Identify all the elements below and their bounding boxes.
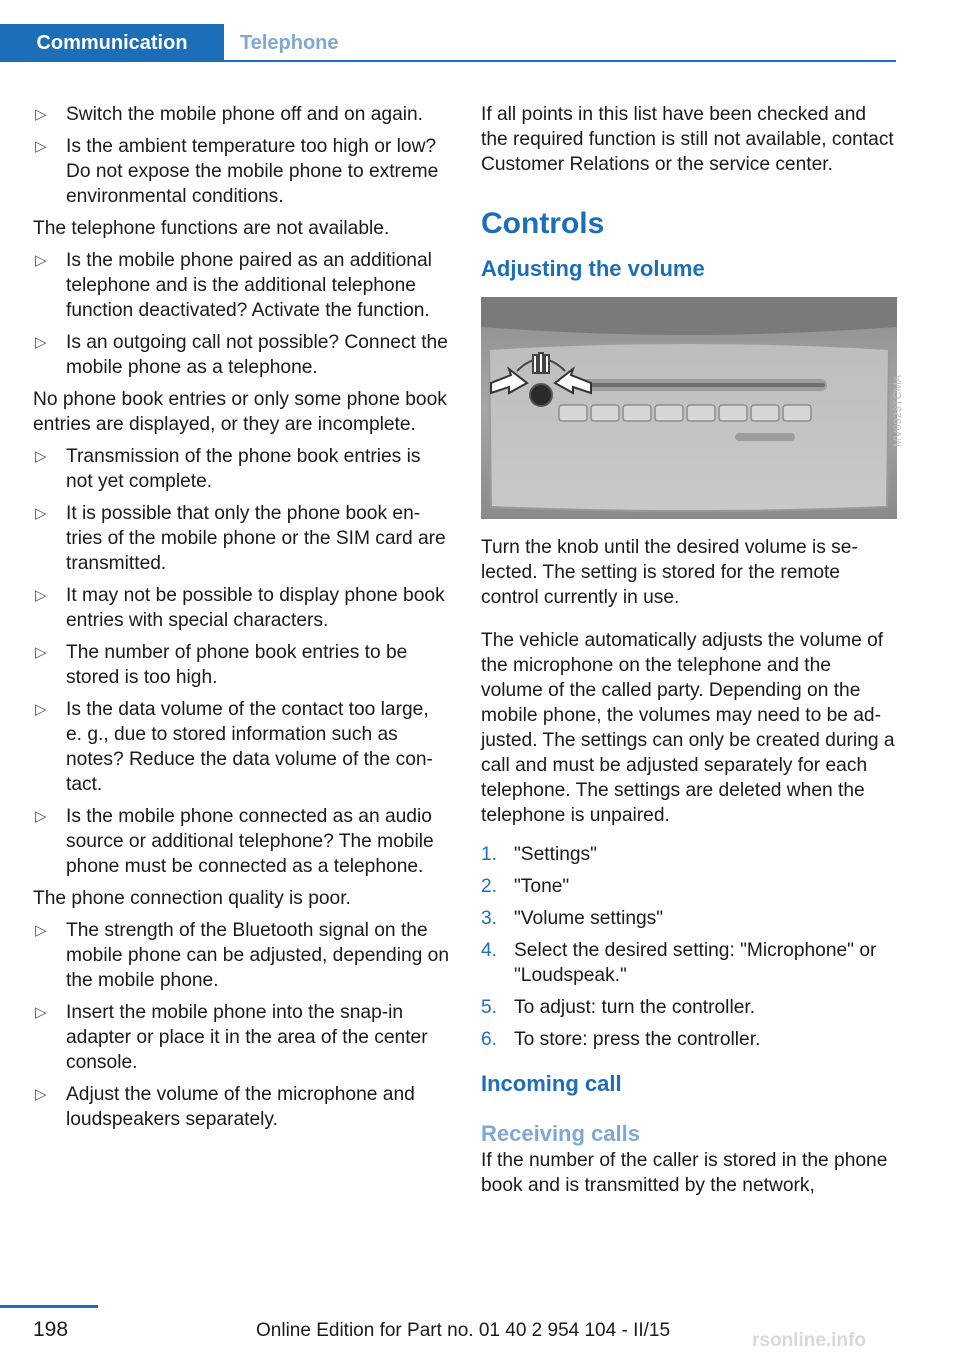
list-item: ▷ Switch the mobile phone off and on again.: [35, 104, 424, 125]
heading-incoming-call: Incoming call: [481, 1071, 622, 1096]
list-item: ▷ Adjust the volume of the microphone and loudspeakers separately.: [35, 1084, 415, 1130]
list-item: ▷ The strength of the Bluetooth signal on the mobile phone can be adjusted, depending on the mobile phone.: [35, 920, 449, 991]
triangle-bullet-icon: ▷: [35, 1004, 47, 1021]
triangle-bullet-icon: ▷: [35, 644, 47, 661]
triangle-bullet-icon: ▷: [35, 138, 47, 155]
triangle-bullet-icon: ▷: [35, 505, 47, 522]
image-code: MV0923TCMA: [892, 374, 904, 447]
paragraph: If the number of the caller is stored in the phone book and is transmitted by the network,: [481, 1150, 888, 1196]
subsection-tab[interactable]: Telephone: [240, 32, 339, 54]
watermark: rsonline.info: [752, 1330, 866, 1351]
header-rule: [0, 60, 896, 62]
triangle-bullet-icon: ▷: [35, 808, 47, 825]
triangle-bullet-icon: ▷: [35, 252, 47, 269]
list-item: ▷ Transmission of the phone book entries is not yet complete.: [35, 446, 421, 492]
list-item: 4. Select the desired setting: "Microphone" or "Loudspeak.": [481, 940, 877, 986]
page-header: [0, 0, 960, 62]
list-item: 1. "Settings": [481, 844, 597, 865]
heading-adjusting-volume: Adjusting the volume: [481, 256, 705, 281]
paragraph: The telephone functions are not available.: [33, 218, 390, 239]
volume-knob-illustration: [481, 297, 904, 519]
paragraph: The vehicle automatically adjusts the volume of the microphone on the telephone and the volume of the called party. Depending on the mobile phone, the volumes may need to be adjusted. The settings can only be created during a call and must be adjusted separately for each telephone. The settings are deleted when the telephone is unpaired.: [481, 630, 895, 826]
list-item: ▷ Is the ambient temperature too high or low? Do not expose the mobile phone to extreme environmental conditions.: [35, 136, 439, 207]
list-item: ▷ Is the mobile phone paired as an additional telephone and is the additional telephone function deactivated? Activate the function.: [35, 250, 432, 321]
list-item: ▷ It is possible that only the phone book entries of the mobile phone or the SIM card are transmitted.: [35, 503, 446, 574]
list-item: ▷ Is an outgoing call not possible? Connect the mobile phone as a telephone.: [35, 332, 448, 378]
list-item: ▷ Is the data volume of the contact too large, e. g., due to stored information such as notes? Reduce the data volume of the contact.: [35, 699, 433, 795]
list-item: 3. "Volume settings": [481, 908, 664, 929]
paragraph: The phone connection quality is poor.: [33, 888, 351, 909]
page-number: 198: [33, 1318, 69, 1341]
paragraph: Turn the knob until the desired volume is selected. The setting is stored for the remote control currently in use.: [481, 537, 858, 608]
list-item: ▷ Is the mobile phone connected as an audio source or additional telephone? The mobile phone must be connected as a telephone.: [35, 806, 434, 877]
paragraph: If all points in this list have been checked and the required function is still not available, contact Customer Relations or the service center.: [481, 104, 894, 175]
heading-controls: Controls: [481, 207, 605, 240]
edition-note: Online Edition for Part no. 01 40 2 954 104 - II/15: [256, 1320, 671, 1341]
triangle-bullet-icon: ▷: [35, 1086, 47, 1103]
list-item: 5. To adjust: turn the controller.: [481, 997, 756, 1018]
footer-rule: [0, 1305, 98, 1308]
dashboard-panel-image: [481, 297, 904, 519]
triangle-bullet-icon: ▷: [35, 106, 47, 123]
triangle-bullet-icon: ▷: [35, 448, 47, 465]
list-item: 6. To store: press the controller.: [481, 1029, 761, 1050]
triangle-bullet-icon: ▷: [35, 334, 47, 351]
left-column: [33, 102, 449, 1139]
paragraph: No phone book entries or only some phone book entries are displayed, or they are incomplete.: [33, 389, 447, 435]
right-column: [481, 102, 904, 1216]
section-tab[interactable]: Communication: [0, 24, 224, 62]
triangle-bullet-icon: ▷: [35, 701, 47, 718]
list-item: ▷ Insert the mobile phone into the snap-in adapter or place it in the area of the center console.: [35, 1002, 428, 1073]
heading-receiving-calls: Receiving calls: [481, 1121, 640, 1146]
list-item: 2. "Tone": [481, 876, 570, 897]
triangle-bullet-icon: ▷: [35, 922, 47, 939]
list-item: ▷ It may not be possible to display phone book entries with special characters.: [35, 585, 445, 631]
triangle-bullet-icon: ▷: [35, 587, 47, 604]
list-item: ▷ The number of phone book entries to be stored is too high.: [35, 642, 408, 688]
